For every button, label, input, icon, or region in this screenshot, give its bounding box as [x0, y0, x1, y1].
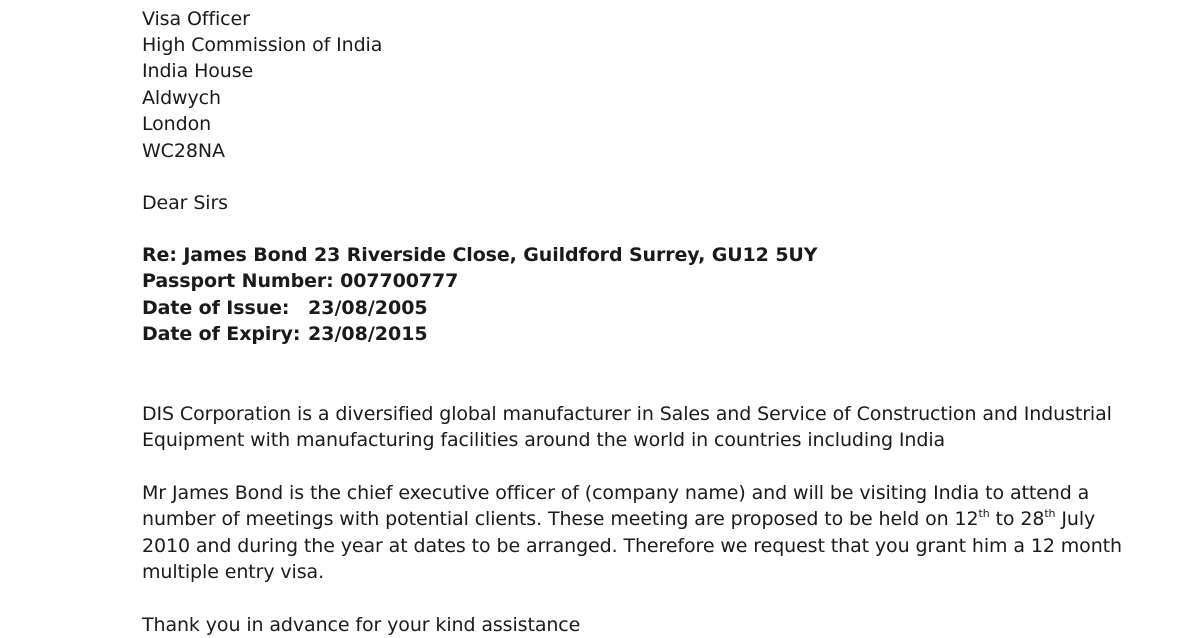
address-line-3: India House — [142, 60, 254, 82]
address-line-5: London — [142, 113, 212, 135]
paragraph-2-line-3: 2010 and during the year at dates to be arranged. Therefore we request that you grant him a 12 month — [142, 535, 1122, 557]
address-line-4: Aldwych — [142, 87, 221, 109]
paragraph-2-line-2 — [142, 506, 1095, 532]
paragraph-2-line-1: Mr James Bond is the chief executive officer of (company name) and will be visiting India to attend a — [142, 482, 1090, 504]
paragraph-1-line-2: Equipment with manufacturing facilities around the world in countries including India — [142, 429, 946, 451]
paragraph-2-line-2-text-a: number of meetings with potential clients. These meeting are proposed to be held on 12 — [142, 508, 979, 530]
address-line-2: High Commission of India — [142, 34, 383, 56]
re-line: Re: James Bond 23 Riverside Close, Guildford Surrey, GU12 5UY — [142, 244, 818, 266]
closing-line: Thank you in advance for your kind assistance — [142, 614, 581, 636]
passport-number-line: Passport Number: 007700777 — [142, 270, 459, 292]
ordinal-suffix-2: th — [1044, 506, 1056, 520]
issue-date-label: Date of Issue: — [142, 297, 290, 319]
paragraph-2-line-2-text-c: July — [1055, 508, 1096, 530]
address-line-6: WC28NA — [142, 140, 225, 162]
salutation: Dear Sirs — [142, 192, 228, 214]
paragraph-2-line-2-text-b: to 28 — [989, 508, 1045, 530]
paragraph-2-line-4: multiple entry visa. — [142, 561, 325, 583]
paragraph-1-line-1: DIS Corporation is a diversified global manufacturer in Sales and Service of Construction and Industrial — [142, 403, 1112, 425]
expiry-date-value: 23/08/2015 — [308, 323, 428, 345]
expiry-date-label: Date of Expiry: — [142, 323, 301, 345]
ordinal-suffix-1: th — [978, 506, 990, 520]
issue-date-value: 23/08/2005 — [308, 297, 428, 319]
address-line-1: Visa Officer — [142, 8, 250, 30]
